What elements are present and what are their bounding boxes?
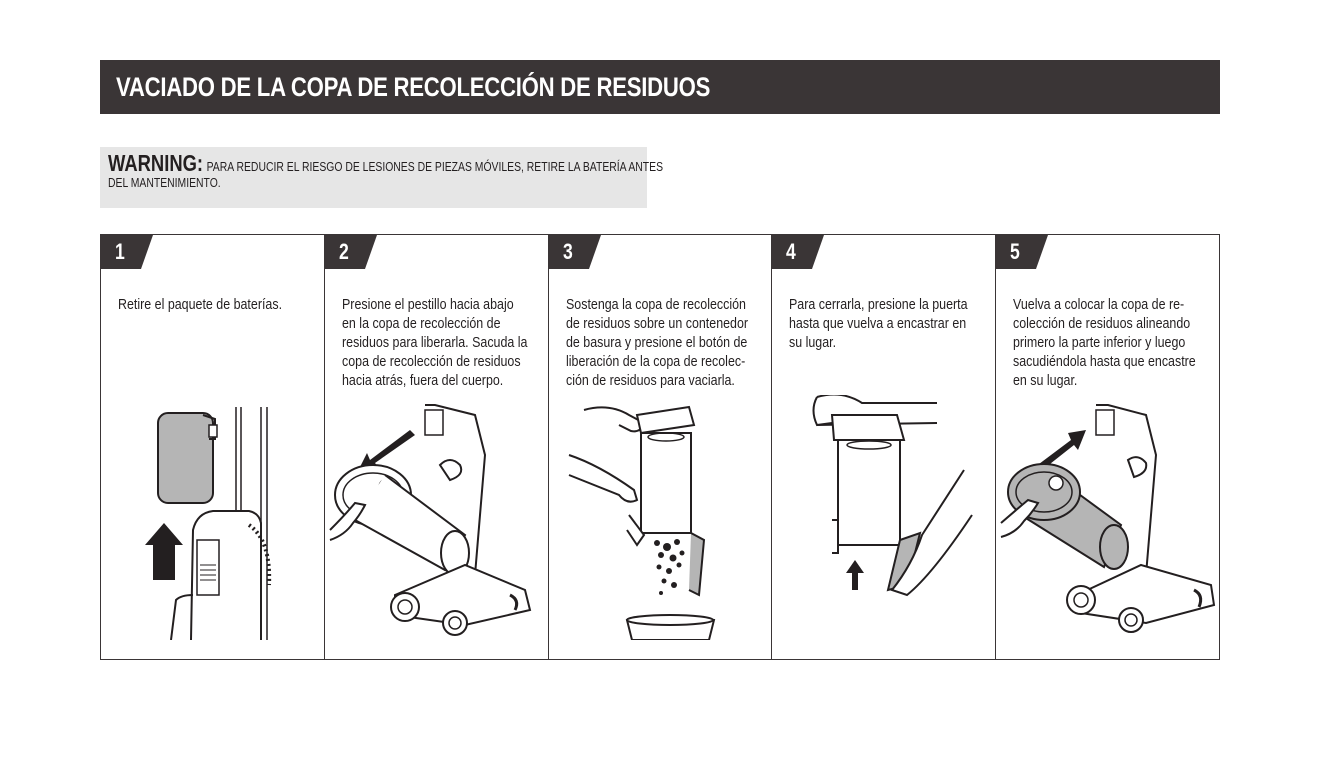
step-instruction: Vuelva a colocar la copa de re- colección de residuos alineando primero la parte inferior y luego sacudiéndola hasta que encastre en su lugar.	[1013, 296, 1196, 389]
battery-illustration	[101, 395, 324, 640]
page-title: VACIADO DE LA COPA DE RECOLECCIÓN DE RESIDUOS	[116, 71, 711, 102]
warning-label: WARNING:	[108, 150, 204, 176]
step-instruction: Sostenga la copa de recolección de residuos sobre un contenedor de basura y presione el botón de liberación de la copa de recolec- ción de residuos para vaciarla.	[565, 296, 748, 389]
release-cup-illustration	[325, 395, 548, 640]
step-2	[325, 235, 549, 659]
close-door-illustration	[772, 395, 995, 640]
step-4	[772, 235, 996, 659]
empty-cup-illustration	[549, 395, 772, 640]
step-instruction: Para cerrarla, presione la puerta hasta que vuelva a encastrar en su lugar.	[789, 296, 968, 351]
steps-panel	[100, 234, 1220, 660]
warning-text-line2: DEL MANTENIMIENTO.	[108, 175, 221, 190]
step-3	[549, 235, 773, 659]
step-instruction: Presione el pestillo hacia abajo en la copa de recolección de residuos para liberarla. Sacuda la copa de recolección de residuos hacia atrás, fuera del cuerpo.	[341, 296, 528, 389]
page-title-bar	[100, 60, 1220, 114]
step-number-badge: 5	[996, 235, 1048, 269]
step-number-badge: 2	[325, 235, 377, 269]
step-number-badge: 3	[549, 235, 601, 269]
reinstall-cup-illustration	[996, 395, 1219, 640]
direction-arrow-icon	[145, 523, 183, 580]
step-instruction: Retire el paquete de baterías.	[118, 296, 283, 313]
step-number-badge: 1	[101, 235, 153, 269]
warning-box	[100, 147, 664, 208]
step-number-badge: 4	[772, 235, 824, 269]
direction-arrow-icon	[846, 560, 864, 590]
warning-text-line1: PARA REDUCIR EL RIESGO DE LESIONES DE PIEZAS MÓVILES, RETIRE LA BATERÍA ANTES	[206, 159, 664, 174]
step-1	[101, 235, 325, 659]
step-5	[996, 235, 1219, 659]
